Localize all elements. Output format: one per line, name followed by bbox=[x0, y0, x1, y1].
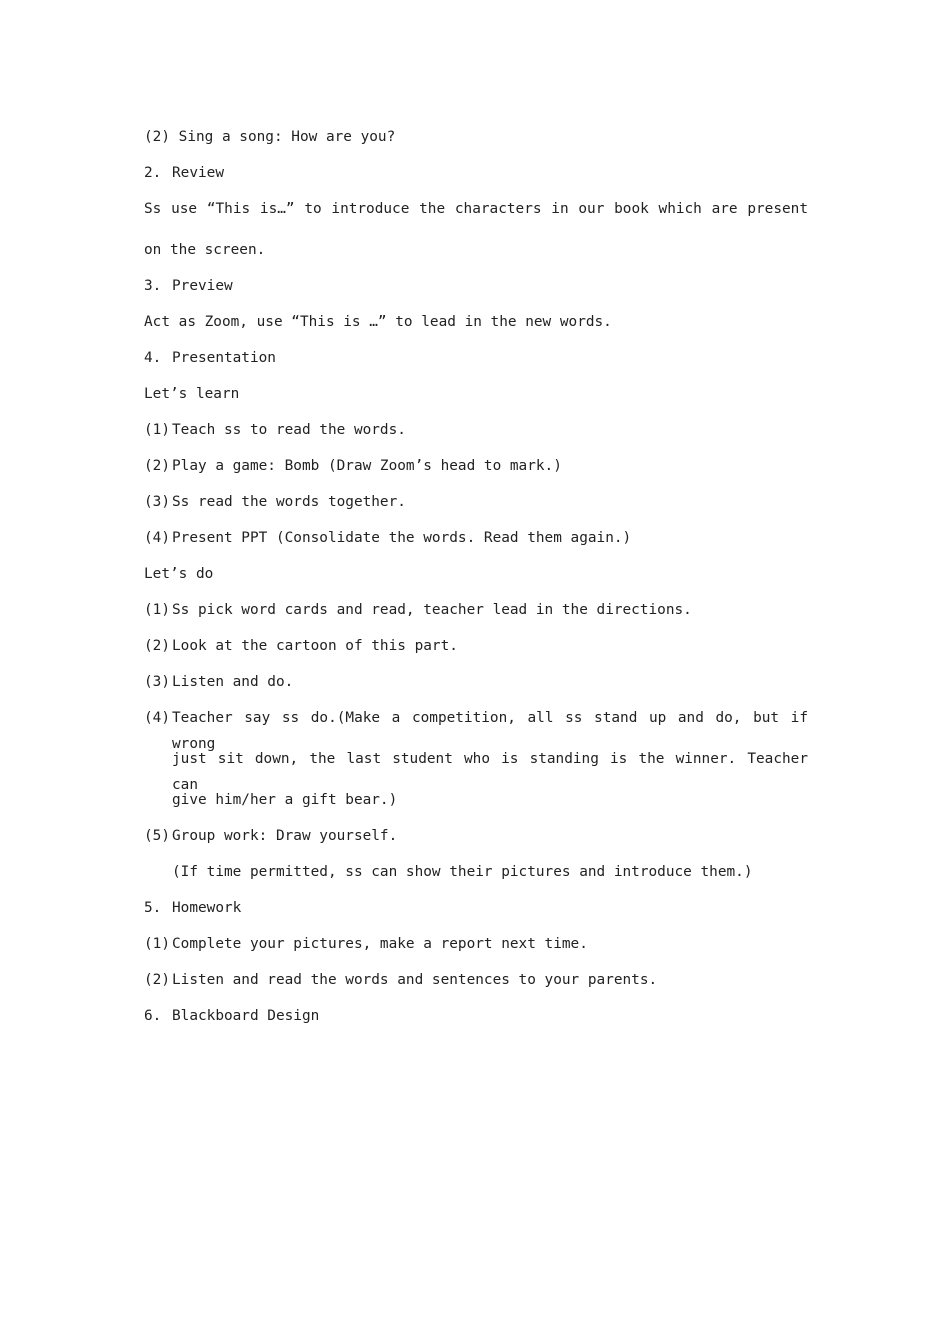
section-homework-heading bbox=[144, 895, 808, 931]
section-presentation-heading bbox=[144, 345, 808, 381]
section-number: 4. bbox=[144, 350, 162, 366]
section-blackboard-heading bbox=[144, 1003, 808, 1039]
list-item: (1) Complete your pictures, make a report next time. bbox=[144, 936, 588, 952]
list-item: (3) Listen and do. bbox=[144, 674, 294, 690]
section-number: 2. bbox=[144, 165, 162, 181]
lets-do-subheading: Let’s do bbox=[144, 566, 214, 582]
document-page bbox=[144, 124, 808, 1039]
list-item: (2) Look at the cartoon of this part. bbox=[144, 638, 458, 654]
list-item-line: give him/her a gift bear.) bbox=[172, 792, 398, 808]
list-item: (2) Play a game: Bomb (Draw Zoom’s head to mark.) bbox=[144, 458, 562, 474]
list-item: (2) Listen and read the words and sentences to your parents. bbox=[144, 972, 658, 988]
list-item: (1) Teach ss to read the words. bbox=[144, 422, 406, 438]
section-title: Review bbox=[172, 165, 224, 181]
section-title: Presentation bbox=[172, 350, 276, 366]
review-text-line-2: on the screen. bbox=[144, 242, 266, 258]
preview-text: Act as Zoom, use “This is …” to lead in the new words. bbox=[144, 314, 612, 330]
list-item: (4) Present PPT (Consolidate the words. Read them again.) bbox=[144, 530, 632, 546]
list-item: (1) Ss pick word cards and read, teacher lead in the directions. bbox=[144, 602, 692, 618]
section-number: 3. bbox=[144, 278, 162, 294]
lets-learn-subheading: Let’s learn bbox=[144, 386, 240, 402]
review-text-line-1: Ss use “This is…” to introduce the characters in our book which are present bbox=[144, 201, 808, 217]
list-item-line: just sit down, the last student who is standing is the winner. Teacher can bbox=[172, 751, 808, 793]
sing-song-line: (2) Sing a song: How are you? bbox=[144, 129, 396, 145]
section-title: Preview bbox=[172, 278, 233, 294]
list-item-note: (If time permitted, ss can show their pictures and introduce them.) bbox=[172, 864, 753, 880]
section-review-heading bbox=[144, 160, 808, 196]
section-title: Blackboard Design bbox=[172, 1008, 320, 1024]
list-item: (5) Group work: Draw yourself. bbox=[144, 828, 398, 844]
list-item-line: Teacher say ss do.(Make a competition, all ss stand up and do, but if wrong bbox=[172, 710, 808, 752]
section-preview-heading bbox=[144, 273, 808, 309]
section-number: 5. bbox=[144, 900, 162, 916]
section-number: 6. bbox=[144, 1008, 162, 1024]
section-title: Homework bbox=[172, 900, 242, 916]
list-item-multiline: (4) Teacher say ss do.(Make a competition, all ss stand up and do, but if wrong just sit down, the last student who is standing is the winner. Teacher can give him/her a gift bear.) bbox=[144, 705, 808, 823]
list-item: (3) Ss read the words together. bbox=[144, 494, 406, 510]
